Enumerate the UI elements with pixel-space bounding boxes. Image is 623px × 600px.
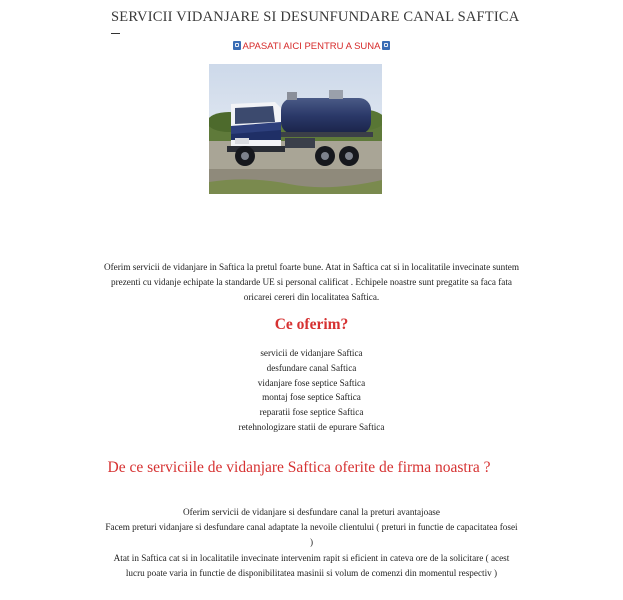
why-text xyxy=(104,505,519,581)
list-item: desfundare canal Saftica xyxy=(266,362,357,373)
page-title: SERVICII VIDANJARE SI DESUNFUNDARE CANAL SAFTICA xyxy=(111,9,520,25)
call-link-label: APASATI AICI PENTRU A SUNA xyxy=(242,41,381,52)
phone-icon xyxy=(233,41,241,50)
why-heading: De ce serviciile de vidanjare Saftica oferite de firma noastra ? xyxy=(107,459,491,476)
call-link[interactable] xyxy=(0,41,623,52)
list-item: vidanjare fose septice Saftica xyxy=(257,377,366,388)
list-item: retehnologizare statii de epurare Saftica xyxy=(238,421,385,432)
phone-icon xyxy=(382,41,390,50)
truck-photo xyxy=(209,64,382,194)
list-item: montaj fose septice Saftica xyxy=(262,392,361,403)
list-item: servicii de vidanjare Saftica xyxy=(260,348,363,358)
list-item: reparatii fose septice Saftica xyxy=(259,407,364,418)
why-line: Atat in Saftica cat si in localitatile invecinate intervenim rapit si eficient in cateva ore de la solicitare ( acest lucru poate varia in functie de disponibilitatea masinii si volum de comenzi din momentul respectiv ) xyxy=(113,552,510,578)
why-line: Facem preturi vidanjare si desfundare canal adaptate la nevoile clientului ( preturi in functie de capacitatea fosei ) xyxy=(105,522,518,548)
services-list xyxy=(0,346,623,435)
title-underline xyxy=(111,33,120,34)
intro-text: Oferim servicii de vidanjare in Saftica la pretul foarte bune. Atat in Saftica cat si in localitatile invecinate suntem prezenti cu vidanje echipate la standarde UE si personal calificat . Echipele noastre sunt pregatite sa faca fata oricarei cereri din localitatea Saftica. xyxy=(103,262,520,302)
offer-heading: Ce oferim? xyxy=(274,316,349,333)
why-line: Oferim servicii de vidanjare si desfundare canal la preturi avantajoase xyxy=(183,507,440,517)
